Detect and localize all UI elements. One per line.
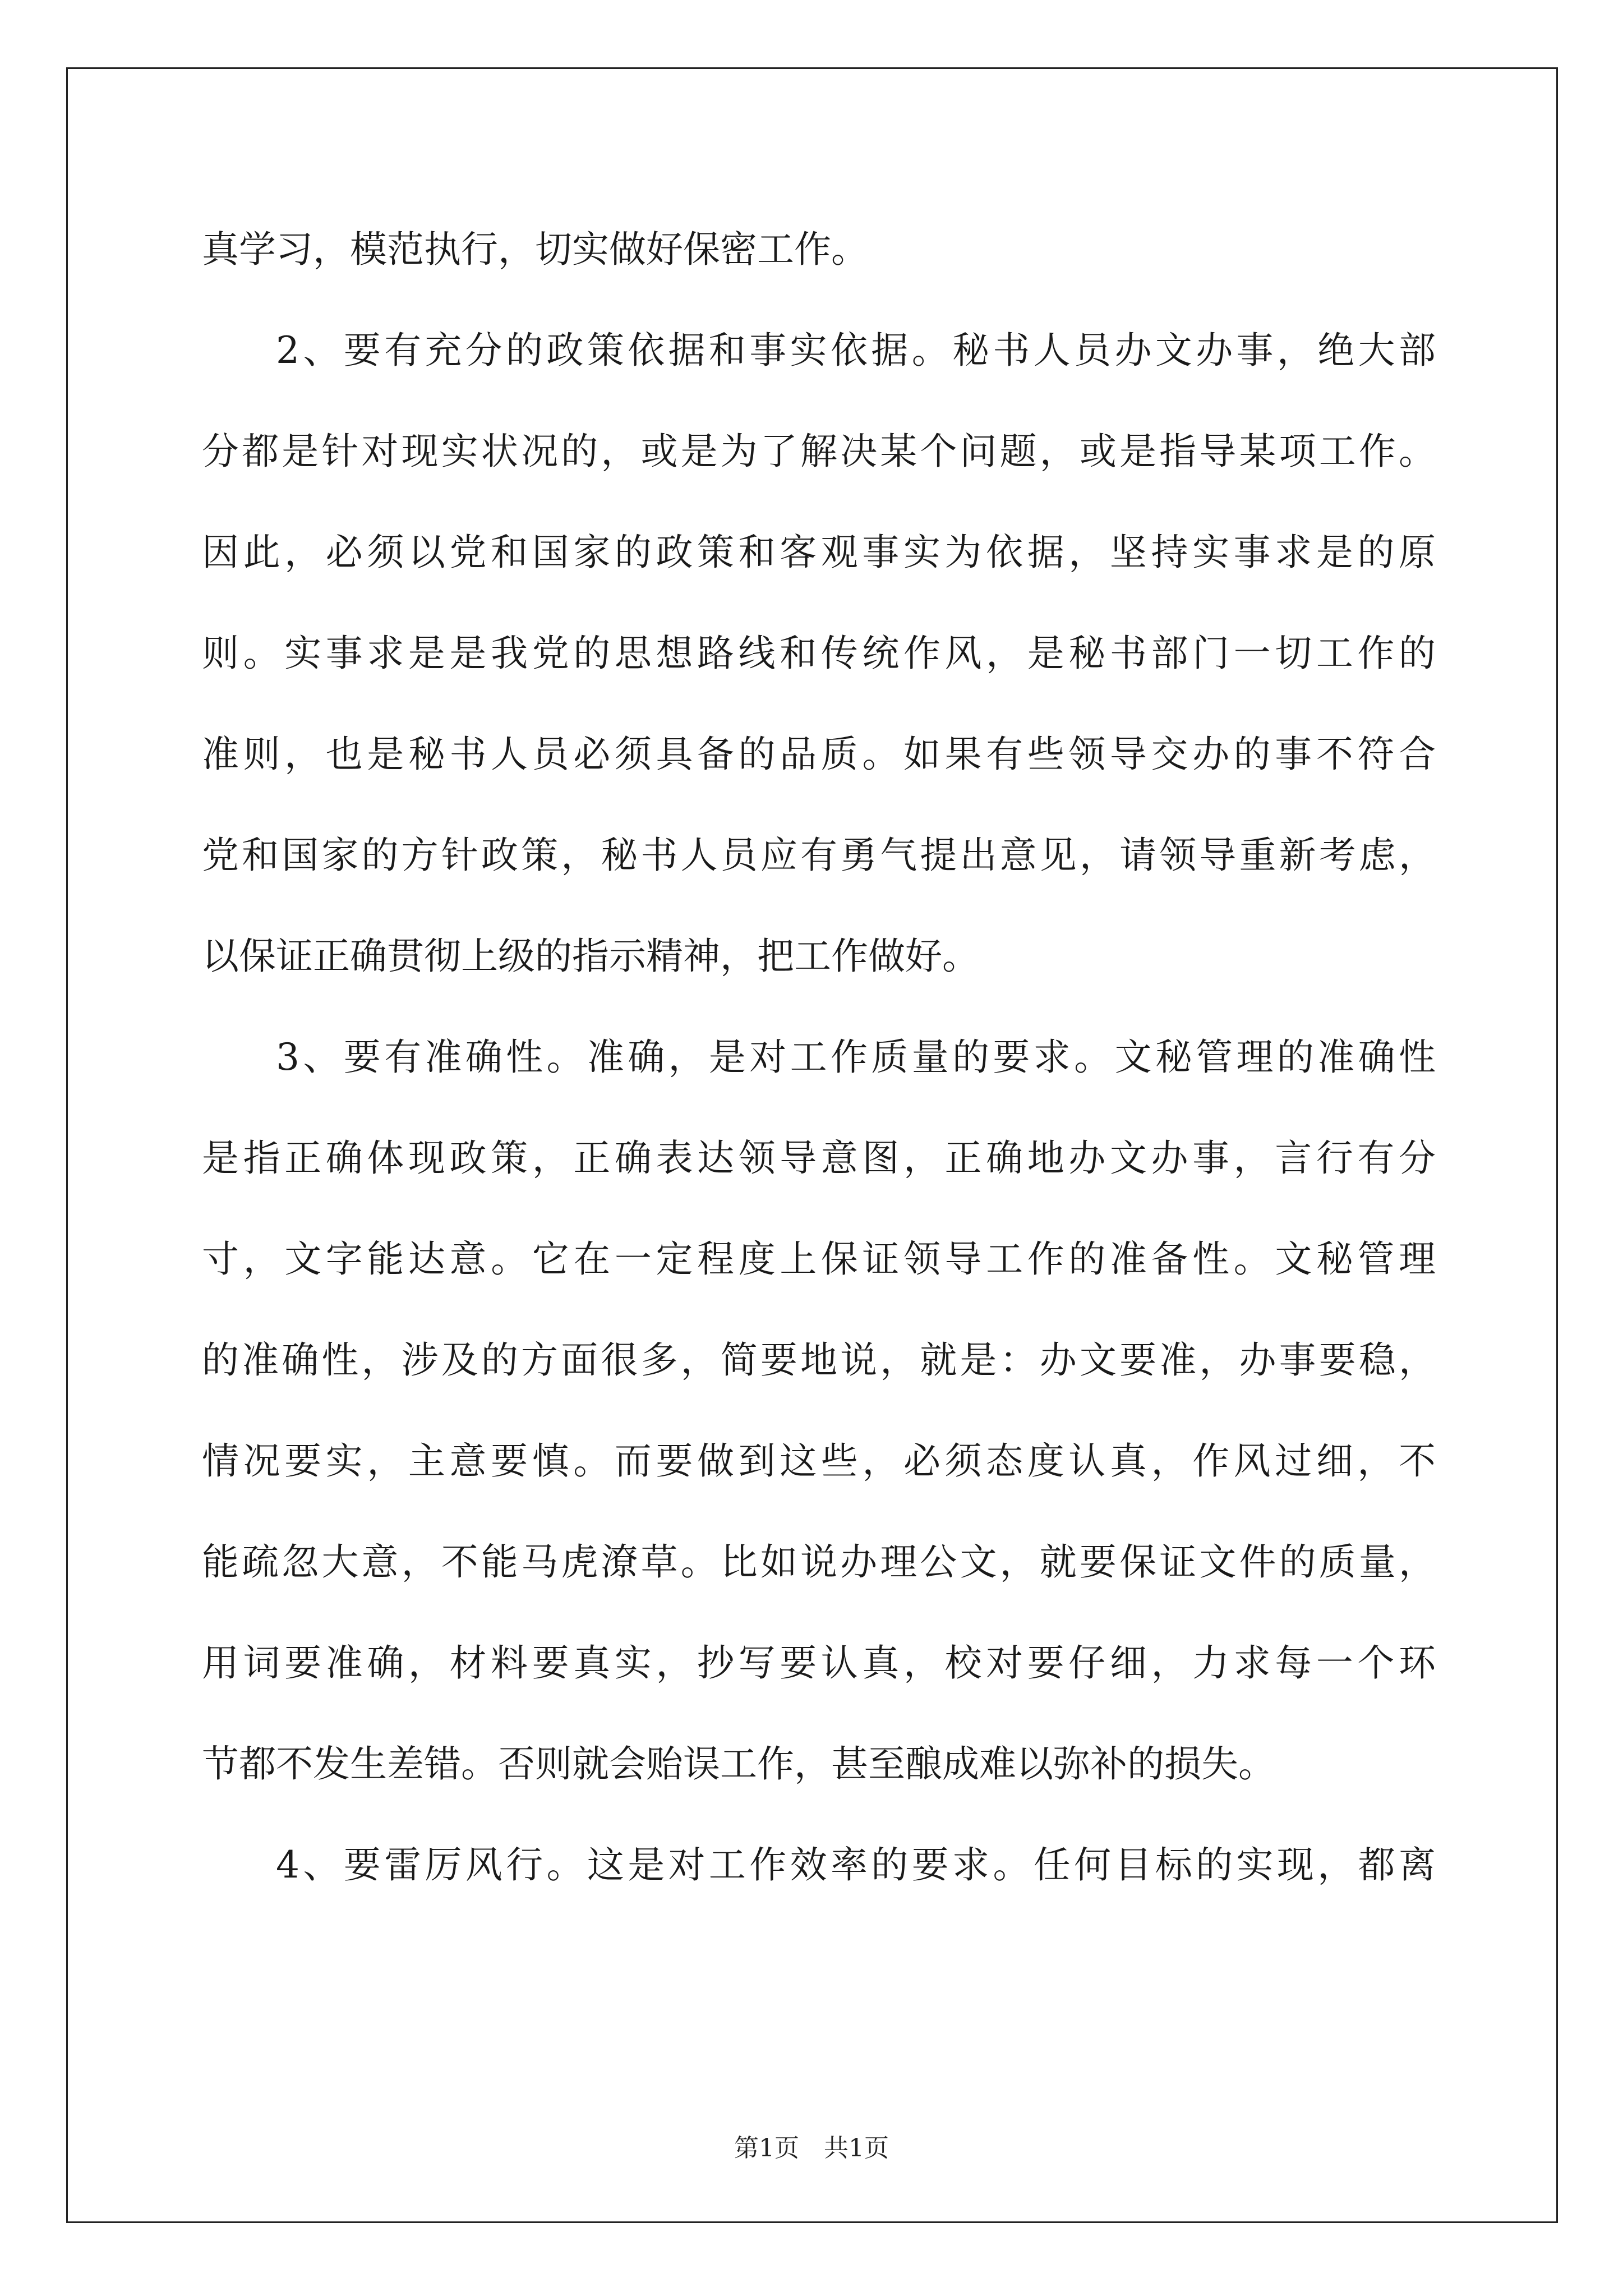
page-footer: 第1页 共1页 [734, 2134, 889, 2162]
text-line: 2、要有充分的政策依据和事实依据。秘书人员办文办事，绝大部 [276, 329, 1436, 372]
text-line: 则。实事求是是我党的思想路线和传统作风，是秘书部门一切工作的 [202, 632, 1436, 675]
document-body [202, 199, 1436, 1916]
text-line: 情况要实，主意要慎。而要做到这些，必须态度认真，作风过细，不 [202, 1439, 1436, 1483]
text-line: 党和国家的方针政策，秘书人员应有勇气提出意见，请领导重新考虑， [202, 834, 1436, 877]
text-line: 是指正确体现政策，正确表达领导意图，正确地办文办事，言行有分 [202, 1137, 1436, 1180]
text-line: 3、要有准确性。准确，是对工作质量的要求。文秘管理的准确性 [276, 1036, 1436, 1079]
text-line: 准则，也是秘书人员必须具备的品质。如果有些领导交办的事不符合 [202, 733, 1436, 776]
text-line: 用词要准确，材料要真实，抄写要认真，校对要仔细，力求每一个环 [202, 1641, 1436, 1685]
text-line: 分都是针对现实状况的，或是为了解决某个问题，或是指导某项工作。 [202, 430, 1436, 473]
text-line: 能疏忽大意，不能马虎潦草。比如说办理公文，就要保证文件的质量， [202, 1540, 1436, 1584]
text-line: 以保证正确贯彻上级的指示精神，把工作做好。 [202, 935, 979, 978]
text-line: 的准确性，涉及的方面很多，简要地说，就是：办文要准，办事要稳， [202, 1338, 1436, 1382]
text-line: 寸，文字能达意。它在一定程度上保证领导工作的准备性。文秘管理 [202, 1237, 1436, 1281]
text-line: 4、要雷厉风行。这是对工作效率的要求。任何目标的实现，都离 [276, 1843, 1436, 1887]
text-line: 节都不发生差错。否则就会贻误工作，甚至酿成难以弥补的损失。 [202, 1742, 1275, 1786]
text-line: 因此，必须以党和国家的政策和客观事实为依据，坚持实事求是的原 [202, 531, 1436, 574]
text-line: 真学习，模范执行，切实做好保密工作。 [202, 228, 868, 271]
